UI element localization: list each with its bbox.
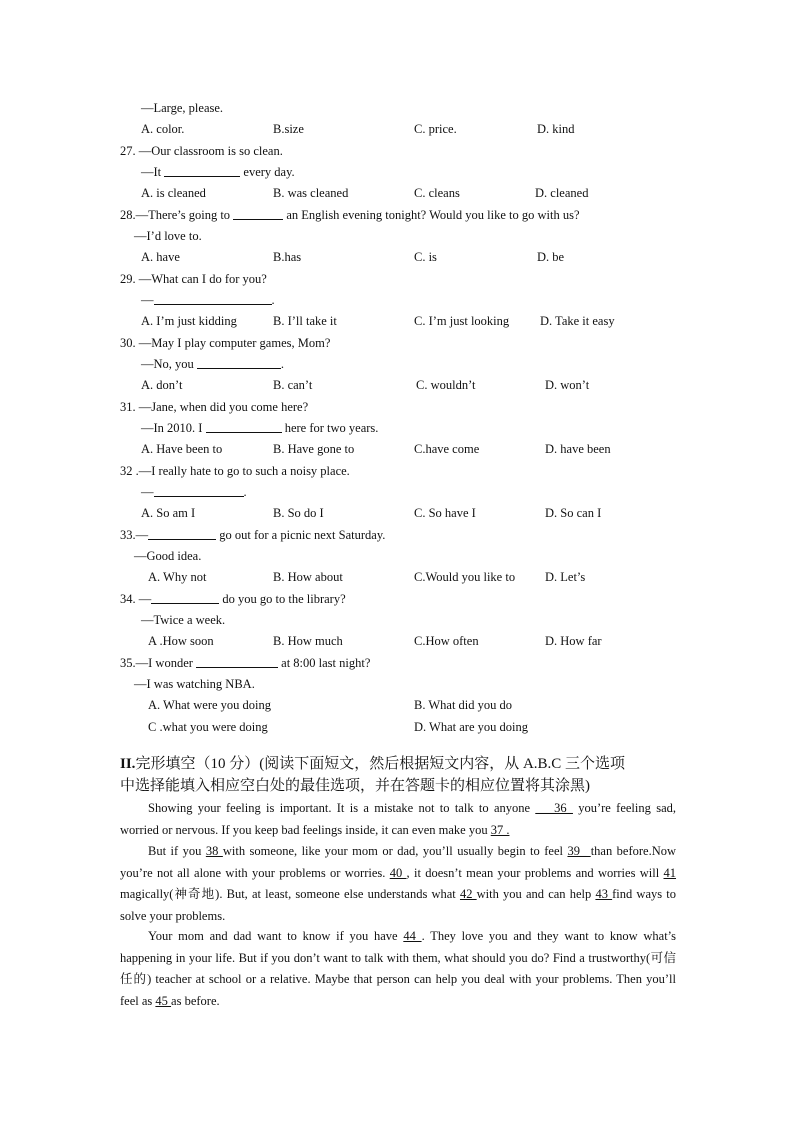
q33-option-c: C.Would you like to	[414, 570, 516, 584]
q29-answer-blank	[154, 292, 272, 305]
q31-option-c: C.have come	[414, 442, 480, 456]
q28-option-c: C. is	[414, 250, 437, 264]
q35-line1	[120, 655, 370, 671]
q28-line1-end: an English evening tonight? Would you like to go with us?	[286, 208, 580, 222]
q30-line2	[141, 356, 284, 372]
passage-text: as before.	[171, 993, 220, 1008]
q30-line2-start: —No, you	[141, 357, 194, 371]
q30-answer-blank	[197, 356, 281, 369]
q31-option-a: A. Have been to	[141, 442, 223, 456]
q31-line2-start: —In 2010. I	[141, 421, 203, 435]
passage-text: But if you	[148, 844, 206, 858]
q27-line2-end: every day.	[243, 165, 295, 179]
q35-line1-start: 35.—I wonder	[120, 656, 193, 670]
q32-line1: 32 .—I really hate to go to such a noisy place.	[120, 464, 350, 478]
section2-heading-line2: 中选择能填入相应空白处的最佳选项，并在答题卡的相应位置将其涂黑)	[120, 778, 590, 794]
q26-option-a: A. color.	[141, 122, 185, 136]
passage-paragraph-2	[120, 841, 676, 927]
q34-line1-end: do you go to the library?	[222, 592, 346, 606]
q33-answer-blank	[148, 527, 216, 540]
q32-line2-end: .	[243, 485, 247, 499]
q27-answer-blank	[164, 164, 240, 177]
q29-line1: 29. —What can I do for you?	[120, 272, 267, 286]
q31-option-b: B. Have gone to	[273, 442, 355, 456]
q30-line2-end: .	[280, 357, 285, 371]
q32-option-a: A. So am I	[141, 506, 196, 520]
passage-text: you’re feeling sad, worried or nervous. If you keep bad feelings inside, it can even make you	[120, 801, 676, 837]
q33-line2: —Good idea.	[134, 549, 202, 563]
passage-text: , it doesn’t mean your problems and worries will	[406, 865, 664, 880]
q32-line2-start: —	[141, 485, 154, 499]
passage-text: with you and can help	[476, 887, 596, 901]
q27-line2	[141, 164, 295, 180]
passage-text: Showing your feeling is important. It is a mistake not to talk to anyone	[148, 801, 536, 815]
q28-answer-blank	[233, 207, 283, 220]
passage-paragraph-1	[120, 798, 676, 841]
q30-option-d: D. won’t	[545, 378, 590, 392]
section2-number: II.	[120, 756, 136, 772]
q28-option-a: A. have	[141, 250, 180, 264]
q34-line2: —Twice a week.	[141, 613, 226, 627]
q33-option-a: A. Why not	[148, 570, 207, 584]
q32-line2	[141, 484, 247, 500]
q31-option-d: D. have been	[545, 442, 611, 456]
q29-line2	[141, 292, 275, 308]
q28-line1	[120, 207, 580, 223]
q31-answer-blank	[206, 420, 282, 433]
q32-option-b: B. So do I	[273, 506, 324, 520]
q31-line2-end: here for two years.	[284, 421, 379, 435]
q35-option-a: A. What were you doing	[148, 698, 272, 712]
q33-line1-start: 33.—	[120, 528, 149, 542]
passage-paragraph-3	[120, 926, 676, 1012]
blank-36: ___36_	[535, 801, 573, 815]
blank-38: 38	[205, 844, 223, 858]
q29-option-a: A. I’m just kidding	[141, 314, 237, 328]
q30-line1: 30. —May I play computer games, Mom?	[120, 336, 331, 350]
passage-text: Your mom and dad want to know if you have	[148, 929, 404, 943]
passage-text: . They love you and they want to know what’s happening in your life. But if you don’t want to talk with them, what should you do? Find a trustworthy(可信任的) teacher at school or a relative. Maybe that person can help you deal with your problems. Then you’ll feel as	[120, 929, 677, 1008]
q34-answer-blank	[151, 591, 219, 604]
passage-text: with someone, like your mom or dad, you’ll usually begin to feel	[222, 844, 568, 858]
q34-option-d: D. How far	[545, 634, 602, 648]
passage-text: magically(神奇地). But, at least, someone else understands what	[120, 887, 460, 901]
blank-44: 44	[403, 929, 422, 943]
q32-answer-blank	[154, 484, 244, 497]
q28-line1-start: 28.—There’s going to	[120, 208, 231, 222]
q35-line1-end: at 8:00 last night?	[281, 656, 371, 670]
q27-line2-start: —It	[141, 165, 162, 179]
q30-option-a: A. don’t	[141, 378, 183, 392]
passage-text: than before.Now you’re not all alone with your problems or worries.	[120, 844, 677, 880]
q35-line2: —I was watching NBA.	[134, 677, 255, 691]
q27-option-d: D. cleaned	[535, 186, 589, 200]
q29-line2-start: —	[141, 293, 154, 307]
q34-option-b: B. How much	[273, 634, 343, 648]
q35-answer-blank	[196, 655, 278, 668]
q35-option-d: D. What are you doing	[414, 720, 528, 734]
q30-option-c: C. wouldn’t	[416, 378, 476, 392]
section2-instruction-start: (阅读下面短文，然后根据短文内容，从 A.B.C 三个选项	[259, 756, 626, 772]
q27-option-c: C. cleans	[414, 186, 460, 200]
q34-line1	[120, 591, 346, 607]
q31-line2	[141, 420, 378, 436]
q26-option-d: D. kind	[537, 122, 575, 136]
q29-option-b: B. I’ll take it	[273, 314, 337, 328]
blank-41: 41	[663, 865, 677, 880]
q29-option-c: C. I’m just looking	[414, 314, 510, 328]
q30-option-b: B. can’t	[273, 378, 313, 392]
q33-option-b: B. How about	[273, 570, 343, 584]
blank-37: 37 .	[490, 822, 510, 837]
q27-option-a: A. is cleaned	[141, 186, 206, 200]
q28-option-d: D. be	[537, 250, 565, 264]
q31-line1: 31. —Jane, when did you come here?	[120, 400, 309, 414]
blank-40: 40	[389, 865, 407, 880]
q28-option-b: B.has	[273, 250, 302, 264]
q27-line1	[120, 143, 283, 159]
section2-title: 完形填空（10 分）	[135, 756, 260, 772]
blank-42: 42	[459, 887, 477, 901]
q35-option-b: B. What did you do	[414, 698, 513, 712]
q35-option-c: C .what you were doing	[148, 720, 268, 734]
q34-line1-start: 34. —	[120, 592, 152, 606]
section2-heading-line1	[120, 754, 625, 774]
q28-line2: —I’d love to.	[134, 229, 202, 243]
blank-39: 39_	[567, 844, 591, 858]
q27-number: 27.	[120, 144, 136, 158]
q29-line2-end: .	[271, 293, 275, 307]
q26-option-c: C. price.	[414, 122, 457, 136]
q34-option-a: A .How soon	[148, 634, 214, 648]
q33-option-d: D. Let’s	[545, 570, 586, 584]
q32-option-c: C. So have I	[414, 506, 476, 520]
blank-43: 43	[595, 887, 613, 901]
q34-option-c: C.How often	[414, 634, 479, 648]
q32-option-d: D. So can I	[545, 506, 602, 520]
passage-text: find ways to solve your problems.	[120, 887, 677, 923]
q29-option-d: D. Take it easy	[540, 314, 615, 328]
q26-answer-line: —Large, please.	[141, 101, 224, 115]
q33-line1-end: go out for a picnic next Saturday.	[219, 528, 386, 542]
q27-prompt: —Our classroom is so clean.	[138, 144, 283, 158]
q27-option-b: B. was cleaned	[273, 186, 349, 200]
q26-option-b: B.size	[273, 122, 304, 136]
blank-45: 45	[155, 993, 172, 1008]
q33-line1	[120, 527, 385, 543]
